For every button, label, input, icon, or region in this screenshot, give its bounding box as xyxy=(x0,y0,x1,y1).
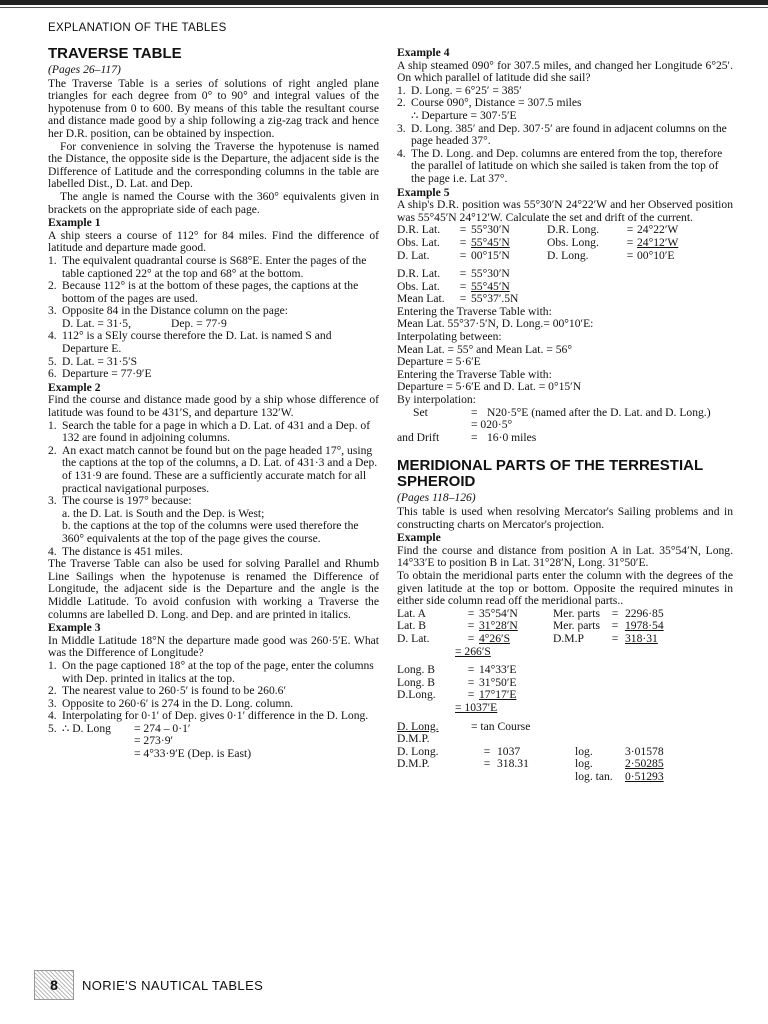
table-cell: 1037 xyxy=(497,744,521,758)
calc-row: = 266′S xyxy=(455,644,491,658)
table-cell: Obs. Long. xyxy=(547,235,599,249)
table-cell: = xyxy=(459,292,467,306)
table-row xyxy=(397,746,733,759)
table-row xyxy=(397,633,733,646)
list-item: 2. An exact match cannot be found but on the page headed 17°, using the captions at the top of the columns, a D. Lat. of 431·3 and a Dep. of 131·9 are found. These are a sufficiently accurate match for all practical navigational purposes. xyxy=(48,443,378,495)
list-item: 3. Opposite 84 in the Distance column on the page: xyxy=(48,304,289,318)
list-item: 4. Interpolating for 0·1′ of Dep. gives 0·1′ difference in the D. Long. xyxy=(48,709,369,723)
table-row xyxy=(397,237,733,250)
table-cell: D.Long. xyxy=(397,688,436,702)
list-item: 2. Course 090°, Distance = 307.5 miles xyxy=(397,96,582,110)
table-row xyxy=(397,250,733,263)
example-3-title: Example 3 xyxy=(48,621,101,635)
table-cell: Lat. B xyxy=(397,619,426,633)
table-cell: D. Lat. xyxy=(397,631,430,645)
table-cell: 3·01578 xyxy=(625,744,664,758)
text-line: By interpolation: xyxy=(397,393,476,407)
text-line: Departure = 5·6′E xyxy=(397,355,481,369)
table-cell: D.M.P. xyxy=(397,757,430,771)
table-cell: 17°17′E xyxy=(479,688,517,702)
table-cell: 24°12′W xyxy=(637,235,679,249)
list-item: 4. The distance is 451 miles. xyxy=(48,544,183,558)
table-cell: log. tan. xyxy=(575,769,613,783)
table-cell: = xyxy=(467,619,475,633)
table-cell: D.R. Long. xyxy=(547,223,600,237)
table-cell: = xyxy=(459,235,467,249)
table-cell: 31°28′N xyxy=(479,619,518,633)
table-cell: 55°45′N xyxy=(471,235,510,249)
table-cell xyxy=(477,771,497,784)
table-cell: = xyxy=(611,619,619,633)
mer-parts-table xyxy=(397,608,733,646)
table-row xyxy=(397,293,733,306)
list-subline: ∴ Departure = 307·5′E xyxy=(411,108,517,122)
formula-denominator: D.M.P. xyxy=(397,732,430,746)
text-line: Mean Lat. = 55° and Mean Lat. = 56° xyxy=(397,342,572,356)
paragraph: The Traverse Table is a series of solutions of right angled plane triangles for each degree from 0° to 90° and integral values of the hypotenuse from 0 to 600. By means of this table the resultant course and distance made good by a ship following a zig-zag track and hence her D.R. position, can be obtained by inspection. xyxy=(48,76,379,140)
table-cell: 00°15′N xyxy=(471,248,510,262)
table-cell: = xyxy=(611,606,619,620)
text-line: Interpolating between: xyxy=(397,330,502,344)
example-5-title: Example 5 xyxy=(397,185,450,199)
paragraph: The Traverse Table can also be used for solving Parallel and Rhumb Line Sailings when the hypotenuse is renamed the Difference of Longitude, the adjacent side is the Departure and the angle is the Middle Latitude. To avoid confusion with working a Traverse the columns are labelled D. Long. and Dep. and are printed in italics. xyxy=(48,557,379,621)
example-text: A ship steers a course of 112° for 84 miles. Find the difference of latitude and departure made good. xyxy=(48,228,379,255)
list-item: 1. The equivalent quadrantal course is S68°E. Enter the pages of the table captioned 22° at the top and 68° at the bottom. xyxy=(48,253,367,280)
table-cell: log. xyxy=(575,744,593,758)
page-range: (Pages 26–117) xyxy=(48,63,121,76)
paragraph: The angle is named the Course with the 360° equivalents given in brackets on the appropriate side of each page. xyxy=(48,189,379,216)
table-row xyxy=(397,664,733,677)
table-cell: = xyxy=(626,248,634,262)
list-subline: D. Lat. = 31·5, Dep. = 77·9 xyxy=(62,316,227,330)
list-item: 2. The nearest value to 260·5′ is found to be 260.6′ xyxy=(48,684,287,698)
list-subline: b. the captions at the top of the columns were used therefore the 360° equivalents at the top of the page gives the course. xyxy=(62,519,359,545)
table-cell: = xyxy=(626,235,634,249)
example-text: In Middle Latitude 18°N the departure made good was 260·5′E. What was the Difference of Longitude? xyxy=(48,633,379,660)
section-title-meridional: MERIDIONAL PARTS OF THE TERRESTIAL SPHEROID xyxy=(397,457,703,491)
table-cell: = xyxy=(467,663,475,677)
table-cell: Mer. parts xyxy=(553,606,601,620)
table-cell: = xyxy=(483,744,491,758)
table-cell: 2·50285 xyxy=(625,757,664,771)
table-cell: = xyxy=(467,631,475,645)
table-cell: Obs. Lat. xyxy=(397,235,440,249)
formula-row: D. Long. = tan Course xyxy=(397,719,531,733)
table-row xyxy=(397,268,733,281)
example-text: Find the course and distance from position A in Lat. 35°54′N, Long. 14°33′E to position B in Lat. 31°28′N, Long. 31°50′E. xyxy=(397,543,733,570)
table-cell: = xyxy=(467,675,475,689)
table-cell: = xyxy=(459,248,467,262)
top-rule-thin xyxy=(0,7,768,8)
table-cell: Mer. parts xyxy=(553,619,601,633)
table-cell: D. Long. xyxy=(397,744,439,758)
list-item: 1. D. Long. = 6°25′ = 385′ xyxy=(397,83,522,97)
list-item: 4. 112° is a SEly course therefore the D. Lat. is named S and Departure E. xyxy=(48,329,332,356)
table-cell: log. xyxy=(575,757,593,771)
table-cell: = xyxy=(483,757,491,771)
table-cell: D.M.P xyxy=(553,631,584,645)
table-cell: 24°22′W xyxy=(637,223,679,237)
table-cell: Long. B xyxy=(397,675,436,689)
list-subline: a. the D. Lat. is South and the Dep. is West; xyxy=(62,506,265,520)
table-cell: 4°26′S xyxy=(479,631,511,645)
list-item: 2. Because 112° is at the bottom of these pages, the captions at the bottom of the pages are used. xyxy=(48,279,359,305)
table-cell: 35°54′N xyxy=(479,606,518,620)
list-item: 6. Departure = 77·9′E xyxy=(48,367,152,381)
example-1-title: Example 1 xyxy=(48,216,101,230)
table-cell: 31°50′E xyxy=(479,675,517,689)
text-line: Mean Lat. 55°37·5′N, D. Long.= 00°10′E: xyxy=(397,317,594,331)
table-cell: Long. B xyxy=(397,663,436,677)
example-title: Example xyxy=(397,531,441,545)
table-cell: = xyxy=(626,223,634,237)
left-column xyxy=(48,46,379,761)
calc-row: = 1037′E xyxy=(455,700,498,714)
page-number: 8 xyxy=(34,970,74,1000)
list-item: 3. D. Long. 385′ and Dep. 307·5′ are found in adjacent columns on the page headed 37°. xyxy=(397,121,727,148)
drift-row: and Drift = 16·0 miles xyxy=(397,430,537,444)
text-line: Entering the Traverse Table with: xyxy=(397,304,552,318)
table-cell: D. Long. xyxy=(547,248,589,262)
table-cell: 55°30′N xyxy=(471,223,510,237)
section-title-traverse: TRAVERSE TABLE xyxy=(48,45,182,62)
table-cell: = xyxy=(459,279,467,293)
table-cell xyxy=(397,771,477,784)
set-row: = 020·5° xyxy=(471,418,513,432)
table-cell: Mean Lat. xyxy=(397,292,445,306)
example-text: Find the course and distance made good by a ship whose difference of latitude was found to be 431′S, and departure 132′W. xyxy=(48,393,379,420)
table-row xyxy=(397,677,733,690)
table-cell: 55°30′N xyxy=(471,267,510,281)
example-2-title: Example 2 xyxy=(48,380,101,394)
mean-lat-table xyxy=(397,268,733,306)
table-cell: D. Lat. xyxy=(397,248,430,262)
paragraph: For convenience in solving the Traverse the hypotenuse is named the Distance, the opposite side is the Departure, the adjacent side is the Difference of Latitude and the corresponding columns in the table are labelled Dist., D. Lat. and Dep. xyxy=(48,139,379,191)
table-cell: = xyxy=(467,606,475,620)
example-4-title: Example 4 xyxy=(397,46,450,59)
table-cell: = xyxy=(459,267,467,281)
list-item: 4. The D. Long. and Dep. columns are entered from the top, therefore the parallel of latitude on which she sailed is taken from the top of the page i.e. Lat 37°. xyxy=(397,146,723,185)
table-cell: 55°37′.5N xyxy=(471,292,519,306)
table-cell: D.R. Lat. xyxy=(397,223,441,237)
text-line: Departure = 5·6′E and D. Lat. = 0°15′N xyxy=(397,380,582,394)
calc-row: = 4°33·9′E (Dep. is East) xyxy=(134,747,252,761)
table-cell: Lat. A xyxy=(397,606,426,620)
set-row: Set = N20·5°E (named after the D. Lat. and D. Long.) xyxy=(413,405,711,419)
example-text: A ship steamed 090° for 307.5 miles, and changed her Longitude 6°25′. On which parallel of latitude did she sail? xyxy=(397,58,733,85)
table-cell: 318·31 xyxy=(625,631,658,645)
list-item: 3. The course is 197° because: xyxy=(48,494,192,508)
table-cell: 0·51293 xyxy=(625,769,664,783)
table-cell: D.R. Lat. xyxy=(397,267,441,281)
table-cell: 55°45′N xyxy=(471,279,510,293)
right-column xyxy=(397,46,733,783)
log-calc-table xyxy=(397,746,733,784)
table-cell: 14°33′E xyxy=(479,663,517,677)
table-cell: 2296·85 xyxy=(625,606,664,620)
table-cell: Obs. Lat. xyxy=(397,279,440,293)
position-table xyxy=(397,224,733,262)
table-cell: 1978·54 xyxy=(625,619,664,633)
text-line: Entering the Traverse Table with: xyxy=(397,367,552,381)
table-cell: 00°10′E xyxy=(637,248,675,262)
table-row xyxy=(397,771,733,784)
longitude-table xyxy=(397,664,733,702)
calc-row: = 273·9′ xyxy=(134,734,174,748)
table-row xyxy=(397,689,733,702)
table-cell: 318.31 xyxy=(497,757,529,771)
paragraph: This table is used when resolving Mercator's Sailing problems and in constructing charts on Mercator's projection. xyxy=(397,505,733,531)
table-cell: = xyxy=(459,223,467,237)
page-footer xyxy=(34,970,263,1000)
paragraph: To obtain the meridional parts enter the column with the degrees of the given latitude at the top or bottom. Opposite the required minutes in either side column read off the meridional parts.. xyxy=(397,568,733,608)
footer-title: NORIE'S NAUTICAL TABLES xyxy=(82,977,264,993)
table-cell xyxy=(497,771,575,784)
list-item: 1. On the page captioned 18° at the top of the page, enter the columns with Dep. printed in italics at the top. xyxy=(48,658,374,685)
list-item: 5. D. Lat. = 31·5′S xyxy=(48,354,138,368)
table-row xyxy=(397,758,733,771)
calc-row: 5. ∴ D. Long = 274 – 0·1′ xyxy=(48,721,191,735)
top-rule xyxy=(0,0,768,5)
example-text: A ship's D.R. position was 55°30′N 24°22′W and her Observed position was 55°45′N 24°12′W. Calculate the set and drift of the current. xyxy=(397,198,733,224)
running-header: EXPLANATION OF THE TABLES xyxy=(48,22,227,34)
table-cell: = xyxy=(611,631,619,645)
list-item: 3. Opposite to 260·6′ is 274 in the D. Long. column. xyxy=(48,696,294,710)
list-item: 1. Search the table for a page in which a D. Lat. of 431 and a Dep. of 132 are found in adjoining columns. xyxy=(48,418,371,445)
table-row xyxy=(397,281,733,294)
table-cell: = xyxy=(467,688,475,702)
page-range: (Pages 118–126) xyxy=(397,491,476,505)
